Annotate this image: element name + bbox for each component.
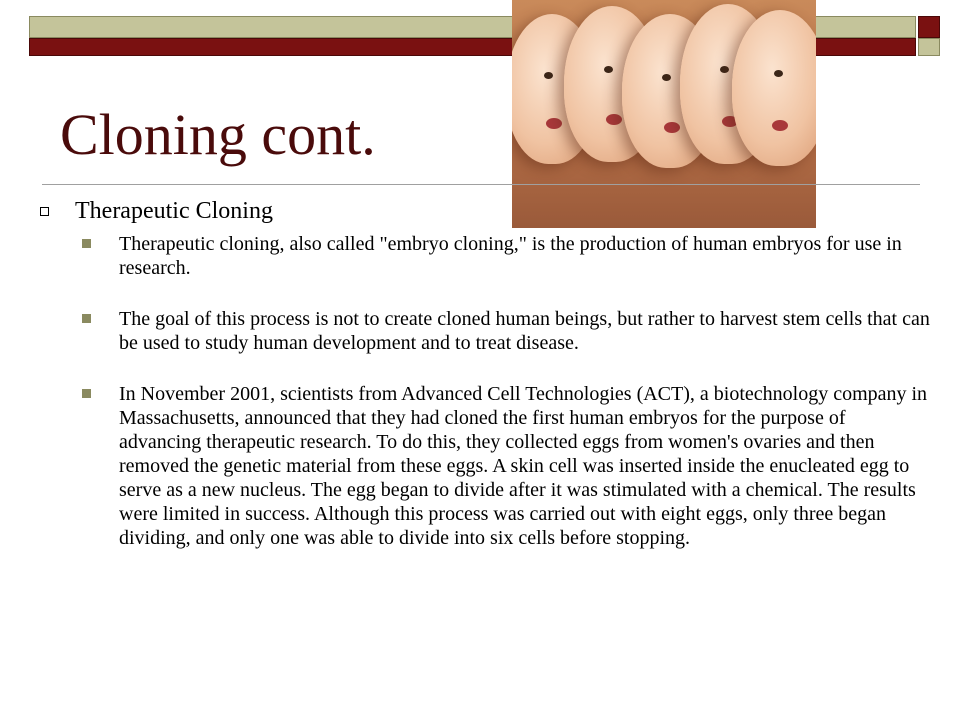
slide-body bbox=[38, 196, 938, 577]
bullet-text: In November 2001, scientists from Advanced Cell Technologies (ACT), a biotechnology company in Massachusetts, announced that they had cloned the first human embryos for the purpose of advancing therapeutic research. To do this, they collected eggs from women's ovaries and then removed the genetic material from these eggs. A skin cell was inserted inside the enucleated egg to serve as a new nucleus. The egg began to divide after it was stimulated with a chemical. The results were limited in success. Although this process was carried out with eight eggs, only three began dividing, and only one was able to divide into six cells before stopping. bbox=[119, 383, 928, 549]
bullet-text: The goal of this process is not to create cloned human beings, but rather to harvest stem cells that can be used to study human development and to treat disease. bbox=[119, 308, 930, 354]
bullet-point bbox=[38, 232, 931, 280]
section-heading-text: Therapeutic Cloning bbox=[75, 198, 273, 224]
corner-square-light bbox=[918, 38, 940, 56]
title-divider bbox=[42, 184, 920, 185]
square-bullet-icon bbox=[82, 239, 91, 248]
bullet-text: Therapeutic cloning, also called "embryo cloning," is the production of human embryos for use in research. bbox=[119, 233, 902, 279]
bullet-point bbox=[38, 307, 931, 355]
hollow-square-bullet-icon bbox=[40, 207, 49, 216]
corner-square-dark bbox=[918, 16, 940, 38]
square-bullet-icon bbox=[82, 314, 91, 323]
section-heading bbox=[38, 196, 938, 226]
cloned-babies-photo bbox=[512, 0, 816, 228]
square-bullet-icon bbox=[82, 389, 91, 398]
slide-title: Cloning cont. bbox=[60, 102, 376, 167]
baby-face bbox=[732, 10, 816, 166]
bullet-point bbox=[38, 382, 931, 550]
